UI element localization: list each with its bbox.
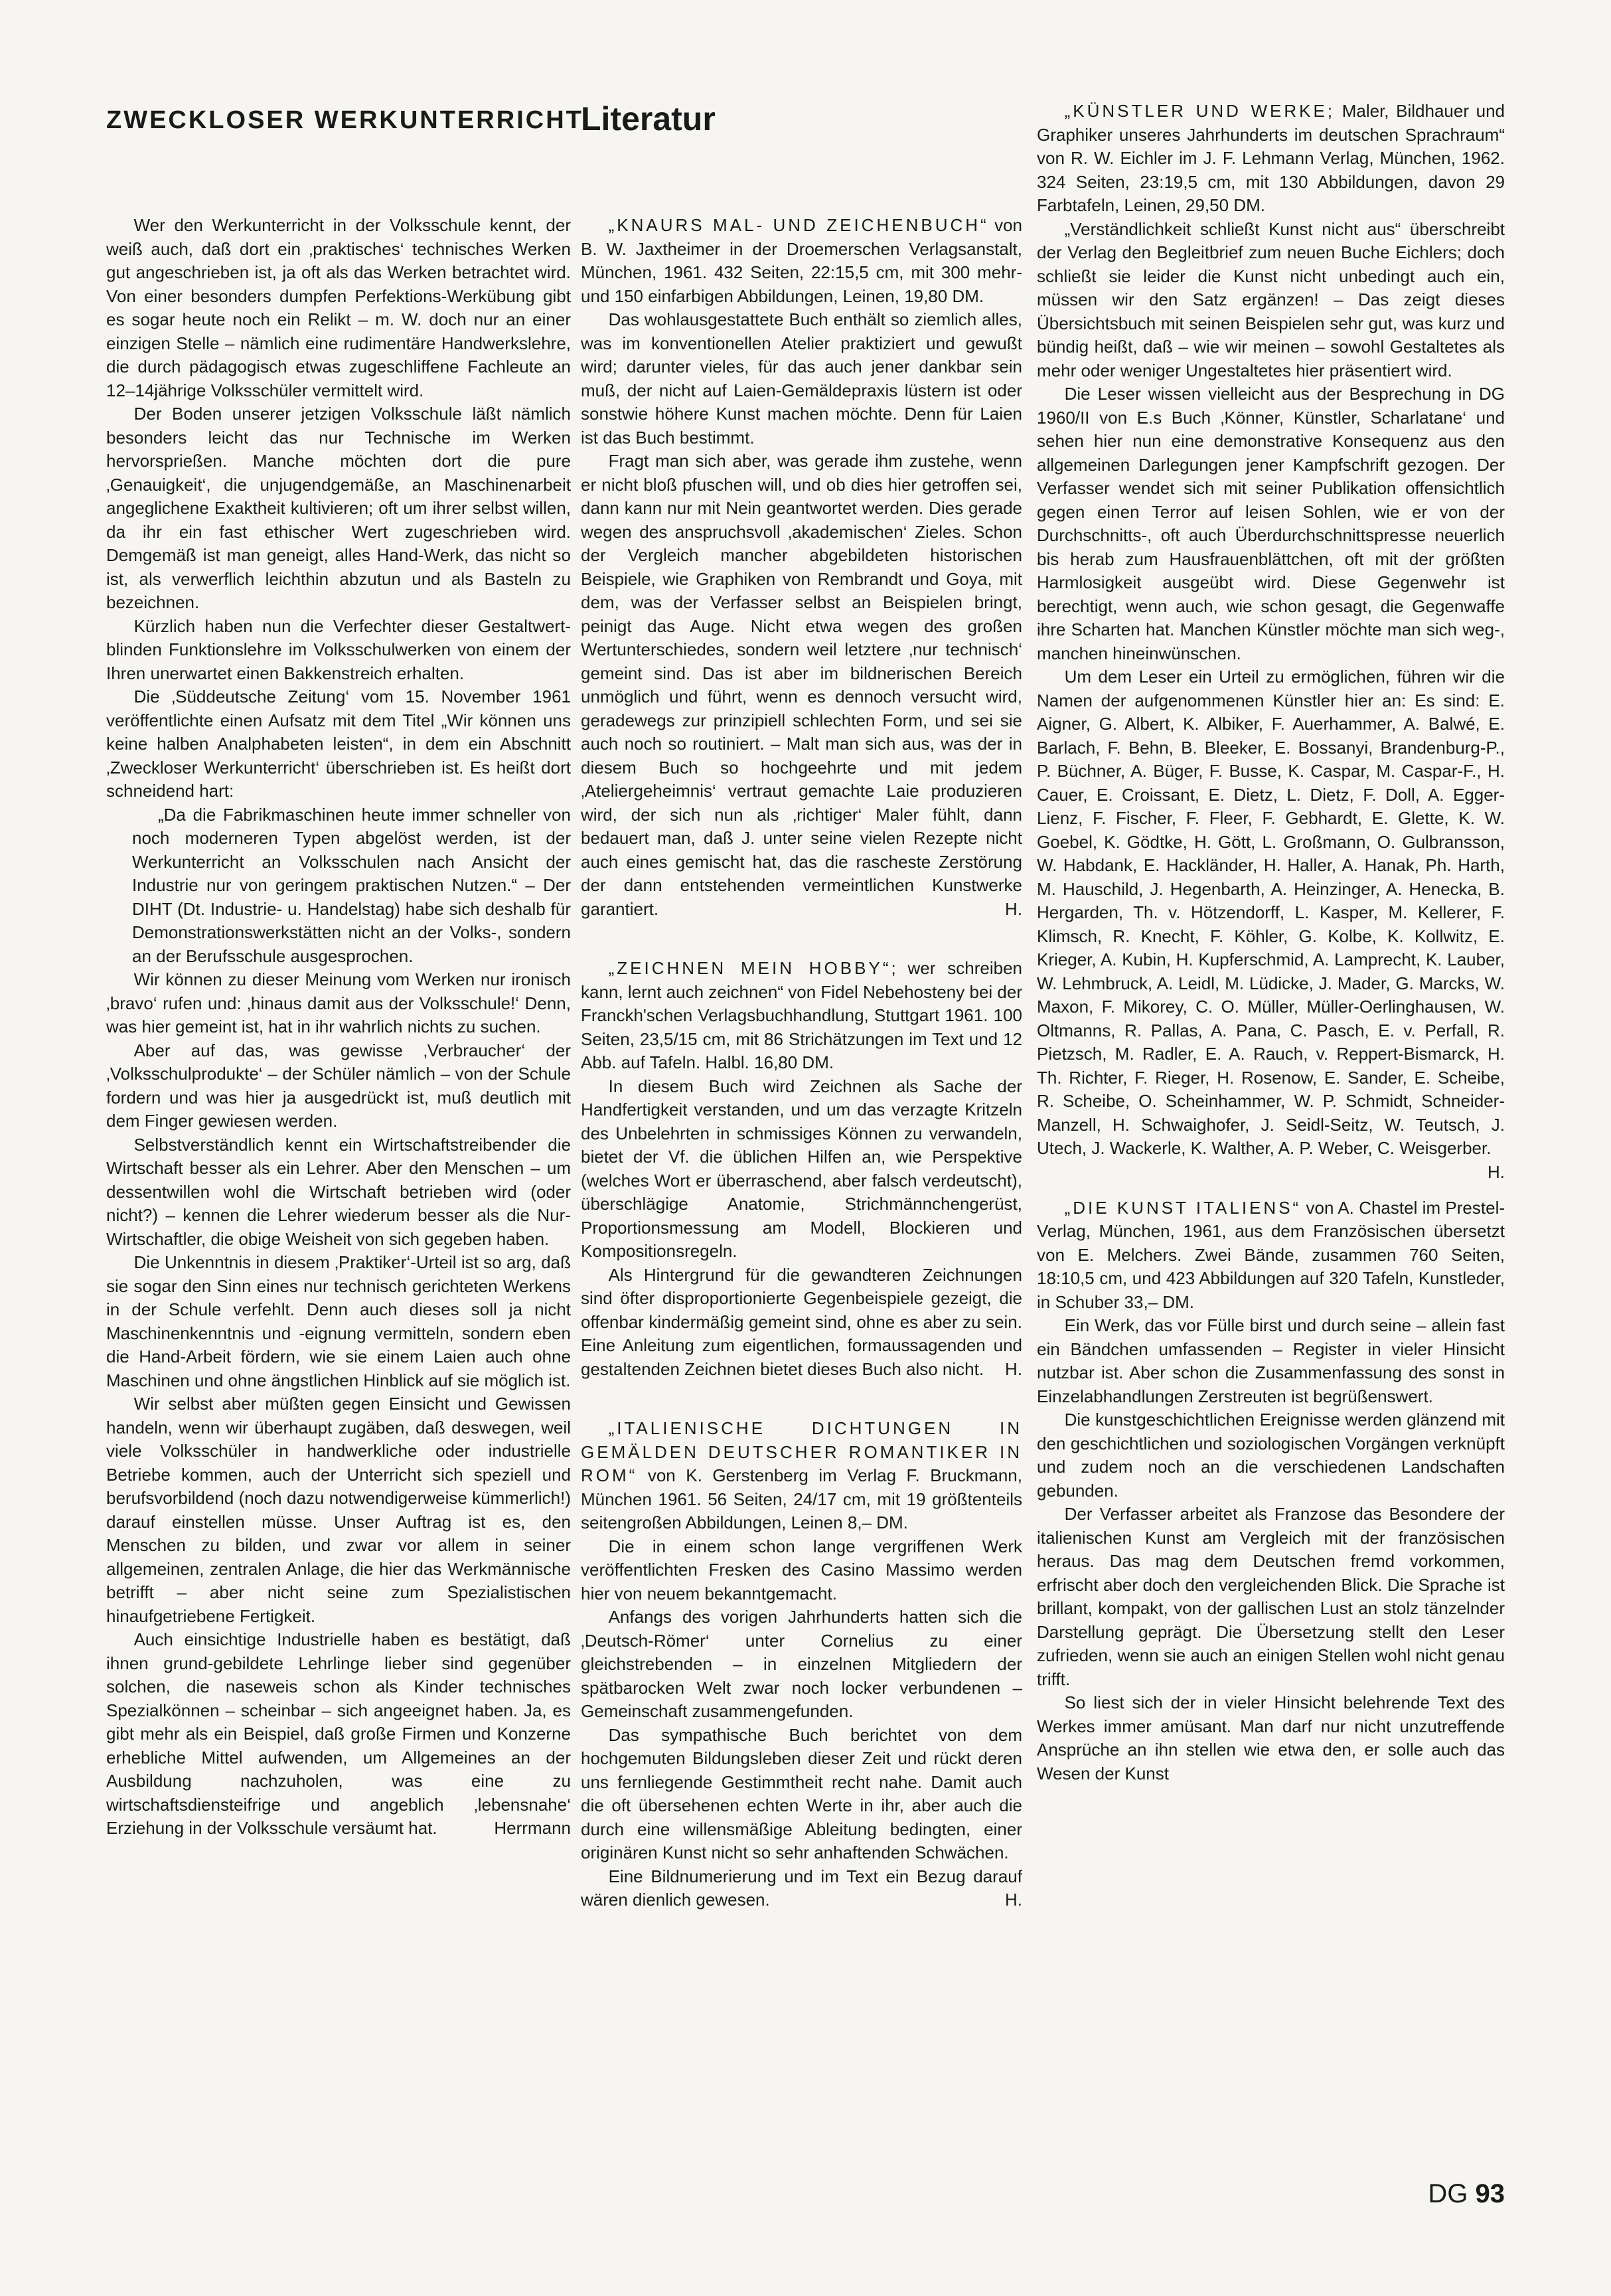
journal-abbrev: DG <box>1428 2179 1468 2208</box>
spacer <box>1037 1161 1505 1196</box>
book-biblio: Maler, Bildhauer und Graphiker unseres Jahrhunderts im deutschen Sprachraum“ von R. W. Eichler im J. F. Lehmann Verlag, München, 1962. 324 Seiten, 23:19,5 cm, mit 130 Abbildungen, davon 29 Farbtafeln, Leinen, 29,50 DM. <box>1037 101 1505 215</box>
paragraph: In diesem Buch wird Zeichnen als Sache der Handfertigkeit verstanden, und um das verzagte Kritzeln des Unbelehrten in schmissiges Können zu verwandeln, bietet der Vf. die üblichen Hilfen an, wie Perspektive (welches Wort er überraschend, aber falsch verdeutscht), überschlägige Anatomie, Strichmännchengerüst, Proportionsmessung am Modell, Blockieren und Kompositionsregeln. <box>581 1076 1022 1261</box>
review-intro <box>581 957 1022 1075</box>
book-title: „KÜNSTLER UND WERKE; <box>1064 101 1336 121</box>
paragraph-text: Fragt man sich aber, was gerade ihm zustehe, wenn er nicht bloß pfuschen will, und ob dies hier getroffen sei, dann kann nur mit Nein geantwortet werden. Dies gerade wegen des anspruchsvoll ‚akademischen‘ Zieles. Schon der Vergleich mancher abgebildeten historischen Beispiele, wie Graphiken von Rembrandt und Goya, mit dem, was der Verfasser selbst an Beispielen bringt, peinigt das Auge. Nicht etwa wegen des großen Wertunterschiedes, sondern weil letztere ‚nur technisch‘ gemeint sind. Das ist aber im bildnerischen Bereich unmöglich und führt, wenn es dennoch versucht wird, geradewegs zur prinzipiell schlechten Form, und sei sie auch noch so routiniert. – Malt man sich aus, was der in diesem Buch so hochgeehrte und mit jedem ‚Ateliergeheimnis‘ vertraut gemachte Laie produzieren wird, der sich nun als ‚richtiger‘ Maler fühlt, dann bedauert man, daß J. unter seine vielen Rezepte nicht auch eines gemischt hat, das die rascheste Zerstörung der dann entstehenden vermeintlichen Kunstwerke garantiert. <box>581 451 1022 919</box>
middle-column <box>581 214 1022 1912</box>
paragraph <box>581 1865 1022 1912</box>
paragraph <box>1037 665 1505 1182</box>
review-signature: H. <box>1005 898 1022 919</box>
paragraph <box>106 1628 571 1841</box>
paragraph: Die ‚Süddeutsche Zeitung‘ vom 15. November 1961 veröffentlichte einen Aufsatz mit dem Titel „Wir können uns keine halben Analphabeten leisten“, in dem ein Abschnitt ‚Zweckloser Werkunterricht‘ überschrieben ist. Es heißt dort schneidend hart: <box>106 687 571 801</box>
paragraph: Ein Werk, das vor Fülle birst und durch seine – allein fast ein Bändchen umfassenden – Register in vieler Hinsicht nutzbar ist. Aber schon die Zusammenfassung des sonst in Einzelabhandlungen Zerstreuten ist begrüßenswert. <box>1037 1315 1505 1406</box>
book-biblio: von K. Gerstenberg im Verlag F. Bruckmann, München 1961. 56 Seiten, 24/17 cm, mit 19 größtenteils seitengroßen Abbildungen, Leinen 8,– DM. <box>581 1465 1022 1532</box>
paragraph-text: Eine Bildnumerierung und im Text ein Bezug darauf wären dienlich gewesen. <box>581 1866 1022 1910</box>
paragraph: „Verständlichkeit schließt Kunst nicht aus“ überschreibt der Verlag den Begleitbrief zum neuen Buche Eichlers; doch schließt sie leider die Kunst nicht unbedingt auch ein, müssen wir den Satz ergänzen! – Das zeigt dieses Übersichtsbuch mit seinen Beispielen sehr gut, was kurz und bündig heißt, daß – wie wir meinen – sowohl Gestaltetes als mehr oder weniger Ungestaltetes hier präsentiert wird. <box>1037 218 1505 380</box>
left-column <box>106 214 571 1841</box>
page-footer <box>1428 2179 1505 2209</box>
spacer <box>581 1381 1022 1417</box>
book-title: „ITALIENISCHE DICHTUNGEN IN GEMÄLDEN DEUTSCHER ROMANTIKER IN ROM“ <box>581 1418 1022 1485</box>
book-title: „KNAURS MAL- UND ZEICHENBUCH“ <box>608 215 989 235</box>
paragraph-text: Auch einsichtige Industrielle haben es bestätigt, daß ihnen grund-gebildete Lehrlinge lieber sind gegenüber solchen, die naseweis schon als Kinder technisches Spezialkönnen – scheinbar – sich angeeignet haben. Ja, es gibt mehr als ein Beispiel, daß große Firmen und Konzerne erhebliche Mittel aufwenden, um Allgemeines an der Ausbildung nachzuholen, was eine zu wirtschaftsdiensteifrige und angeblich ‚lebensnahe‘ Erziehung in der Volksschule versäumt hat. <box>106 1629 571 1838</box>
paragraph: Selbstverständlich kennt ein Wirtschaftstreibender die Wirtschaft besser als ein Lehrer. Aber den Menschen – um dessentwillen wohl die Wirtschaft betrieben wird (oder nicht?) – kennen die Lehrer wiederum besser als die Nur-Wirtschaftler, die obige Weisheit von sich gegeben haben. <box>106 1134 571 1249</box>
paragraph: Die Unkenntnis in diesem ‚Praktiker‘-Urteil ist so arg, daß sie sogar den Sinn eines nur technisch gerichteten Werkens in der Schule verfehlt. Denn auch dieses soll ja nicht Maschinenkenntnis und -eignung vermitteln, sondern eben die Hand-Arbeit fördern, wie sie einem Laien auch ohne Maschinen und ohne ängstlichen Hinblick auf sie möglich ist. <box>106 1252 571 1390</box>
paragraph: Das sympathische Buch berichtet von dem hochgemuten Bildungsleben dieser Zeit und rückt deren uns fernliegende Gestimmtheit recht nahe. Damit auch die oft übersehenen echten Werte in ihr, aber auch die durch eine willensmäßige Ableitung bedingten, einer originären Kunst nicht so sehr anhaftenden Schwächen. <box>581 1724 1022 1862</box>
paragraph: Der Verfasser arbeitet als Franzose das Besondere der italienischen Kunst am Vergleich mit der französischen heraus. Das mag dem Deutschen fremd vorkommen, erfrischt aber doch den vergleichenden Blick. Die Sprache ist brillant, kompakt, von der gallischen Lust an stolz tänzelnder Darstellung geprägt. Die Übersetzung stellt den Leser zufrieden, wenn sie auch an einigen Stellen wohl nicht genau trifft. <box>1037 1504 1505 1689</box>
author-signature: Herrmann <box>494 1818 571 1838</box>
review-signature: H. <box>1005 1890 1022 1910</box>
book-title: „ZEICHNEN MEIN HOBBY“ <box>608 958 891 978</box>
paragraph-text: Um dem Leser ein Urteil zu ermöglichen, führen wir die Namen der aufgenommenen Künstler hier an: Es sind: E. Aigner, G. Albert, K. Albiker, F. Auerhammer, A. Balwé, E. Barlach, F. Behn, B. Bleeker, E. Bossanyi, Brandenburg-P., P. Büchner, A. Büger, F. Busse, K. Caspar, M. Caspar-F., H. Cauer, E. Croissant, E. Dietz, L. Dietz, F. Doll, A. Egger-Lienz, F. Fischer, F. Fleer, F. Gebhardt, E. Glette, K. W. Goebel, K. Gödtke, H. Gött, L. Großmann, O. Gulbransson, W. Habdank, E. Hackländer, H. Haller, A. Hanak, Ph. Harth, M. Hauschild, J. Hegenbarth, A. Heinzinger, A. Henecka, B. Hergarden, Th. v. Hötzendorff, L. Kasper, M. Kellerer, F. Klimsch, R. Knecht, F. Köhler, G. Kolbe, K. Kollwitz, E. Krieger, A. Kubin, H. Kupferschmid, A. Lamprecht, K. Lauber, W. Lehmbruck, A. Leidl, M. Lüdicke, J. Mader, G. Marcks, W. Maxon, F. Mikorey, C. O. Müller, Müller-Oerlinghausen, W. Oltmanns, R. Pallas, A. Pana, C. Pasch, E. v. Perfall, R. Pietzsch, M. Radler, E. A. Rauch, v. Reppert-Bismarck, H. Th. Richter, F. Rieger, H. Rosenow, E. Sander, E. Scheibe, R. Scheibe, O. Scheinhammer, W. P. Schmidt, Schneider-Manzell, H. Schwaighofer, J. Seidl-Seitz, W. Teutsch, J. Utech, J. Wackerle, K. Walther, A. P. Weber, C. Weisgerber. <box>1037 667 1505 1158</box>
review-signature: H. <box>1005 1358 1022 1379</box>
paragraph: Die Leser wissen vielleicht aus der Besprechung in DG 1960/II von E.s Buch ‚Könner, Künstler, Scharlatane‘ und sehen hier nun eine demonstrative Konsequenz aus den allgemeinen Darlegungen jener Kampfschrift gezogen. Der Verfasser wendet sich mit seiner Publikation offensichtlich gegen einen Terror auf leisen Sohlen, wie er von der Durchschnitts-, oft auch Überdurchschnittspresse neuerlich bis herab zum Hausfrauenblättchen, oft mit der größten Harmlosigkeit ausgeübt wird. Diese Gegenwehr ist berechtigt, wenn auch, wie schon gesagt, die Gegenwaffe ihre Scharten hat. Manchen Künstler möchte man sich weg-, manchen hineinwünschen. <box>1037 384 1505 663</box>
paragraph: Kürzlich haben nun die Verfechter dieser Gestaltwert-blinden Funktionslehre im Volksschulwerken von einem der Ihren unerwartet einen Bakkenstreich erhalten. <box>106 615 571 683</box>
paragraph <box>581 450 1022 921</box>
review-signature: H. <box>1488 1161 1505 1182</box>
book-biblio: ; wer schreiben kann, lernt auch zeichnen“ von Fidel Nebehosteny bei der Franckh'schen Verlagsbuchhandlung, Stuttgart 1961. 100 Seiten, 23,5/15 cm, mit 86 Strichätzungen im Text und 12 Abb. auf Tafeln. Halbl. 16,80 DM. <box>581 958 1022 1072</box>
review-intro <box>581 214 1022 308</box>
paragraph: Wer den Werkunterricht in der Volksschule kennt, der weiß auch, daß dort ein ‚praktisches‘ technisches Werken gut angeschrieben ist, ja oft als das Werken betrachtet wird. Von einer besonders dumpfen Perfektions-Werkübung gibt es sogar heute noch ein Relikt – m. W. doch nur an einer einzigen Stelle – nämlich eine rudimentäre Handwerkslehre, die durch pädagogisch etwas zugeschliffene Fachleute an 12–14jährige Volksschüler vermittelt wird. <box>106 215 571 400</box>
book-biblio: von A. Chastel im Prestel-Verlag, München, 1961, aus dem Französischen übersetzt von E. Melchers. Zwei Bände, zusammen 760 Seiten, 18:10,5 cm, und 423 Abbildungen auf 320 Tafeln, Kunstleder, in Schuber 33,– DM. <box>1037 1197 1505 1312</box>
paragraph: Anfangs des vorigen Jahrhunderts hatten sich die ‚Deutsch-Römer‘ unter Cornelius zu einer gleichstrebenden – in einzelnen Mitgliedern der spätbarocken Welt zwar noch locker verbundenen – Gemeinschaft zusammengefunden. <box>581 1607 1022 1721</box>
section-heading: Literatur <box>581 100 716 137</box>
quotation: „Da die Fabrikmaschinen heute immer schneller von noch moderneren Typen abgelöst werden, ist der Werkunterricht an Volksschulen nach Ansicht der Industrie nur von geringem praktischen Nutzen.“ – Der DIHT (Dt. Industrie- u. Handelstag) habe sich deshalb für Demonstrationswerkstätten nicht an der Volks-, sondern an der Berufsschule ausgesprochen. <box>132 804 571 966</box>
paragraph-text: Als Hintergrund für die gewandteren Zeichnungen sind öfter disproportionierte Gegenbeispiele gezeigt, die offenbar kindermäßig gemeint sind, ohne es aber zu sein. Eine Anleitung zum eigentlichen, formaussagenden und gestaltenden Zeichnen bietet dieses Buch also nicht. <box>581 1264 1022 1379</box>
page-number: 93 <box>1475 2179 1505 2208</box>
paragraph: Wir können zu dieser Meinung vom Werken nur ironisch ‚bravo‘ rufen und: ‚hinaus damit aus der Volksschule!‘ Denn, was hier gemeint ist, hat in ihr wahrlich nichts zu suchen. <box>106 969 571 1036</box>
review-intro <box>1037 1196 1505 1315</box>
paragraph: So liest sich der in vieler Hinsicht belehrende Text des Werkes immer amüsant. Man darf nur nicht unzutreffende Ansprüche an ihn stellen wie etwa den, er solle auch das Wesen der Kunst <box>1037 1692 1505 1783</box>
spacer <box>581 921 1022 957</box>
right-column <box>1037 100 1505 1785</box>
paragraph: Aber auf das, was gewisse ‚Verbraucher‘ der ‚Volksschulprodukte‘ – der Schüler nämlich – von der Schule fordern und was hier ja ausgedrückt ist, muß deutlich mit dem Finger gewiesen werden. <box>106 1040 571 1131</box>
review-intro <box>581 1417 1022 1535</box>
paragraph <box>581 1264 1022 1382</box>
paragraph: Die kunstgeschichtlichen Ereignisse werden glänzend mit den geschichtlichen und soziologischen Vorgängen verknüpft und zudem noch an die verschiedenen Landschaften gebunden. <box>1037 1410 1505 1501</box>
paragraph: Die in einem schon lange vergriffenen Werk veröffentlichten Fresken des Casino Massimo werden hier von neuem bekanntgemacht. <box>581 1536 1022 1603</box>
article-heading: ZWECKLOSER WERKUNTERRICHT <box>106 106 583 134</box>
paragraph: Das wohlausgestattete Buch enthält so ziemlich alles, was im konventionellen Atelier praktiziert und gewußt wird; darunter vieles, für das auch jener dankbar sein muß, der nicht auf Laien-Gemäldepraxis lüstern ist oder sonstwie höhere Kunst machen möchte. Denn für Laien ist das Buch bestimmt. <box>581 309 1022 448</box>
paragraph: Der Boden unserer jetzigen Volksschule läßt nämlich besonders leicht das nur Technische im Werken hervorsprießen. Manche möchten dort die pure ‚Genauigkeit‘, die unjugendgemäße, an Maschinenarbeit angeglichene Exaktheit kultivieren; oft um ihrer selbst willen, da ihr ein fast ethischer Wert zugeschrieben wird. Demgemäß ist man geneigt, alles Hand-Werk, das nicht so ist, als verwerflich leichthin abzutun und als Basteln zu bezeichnen. <box>106 404 571 612</box>
book-biblio: von B. W. Jaxtheimer in der Droemerschen Verlagsanstalt, München, 1961. 432 Seiten, 22:15,5 cm, mit 300 mehr- und 150 einfarbigen Abbildungen, Leinen, 19,80 DM. <box>581 215 1022 306</box>
review-intro <box>1037 100 1505 218</box>
book-title: „DIE KUNST ITALIENS“ <box>1064 1197 1302 1218</box>
paragraph: Wir selbst aber müßten gegen Einsicht und Gewissen handeln, wenn wir überhaupt zugäben, daß deswegen, weil viele Volksschüler in handwerkliche oder industrielle Betriebe kommen, auch der Unterricht sich speziell und berufsvorbildend (noch dazu notwendigerweise kümmerlich!) darauf einstellen müsse. Unser Auftrag ist es, den Menschen zu bilden, und zwar vor allem in seiner allgemeinen, zentralen Anlage, die hier das Werkmännische betrifft – aber nicht seine zum Spezialistischen hinaufgetriebene Fertigkeit. <box>106 1394 571 1626</box>
